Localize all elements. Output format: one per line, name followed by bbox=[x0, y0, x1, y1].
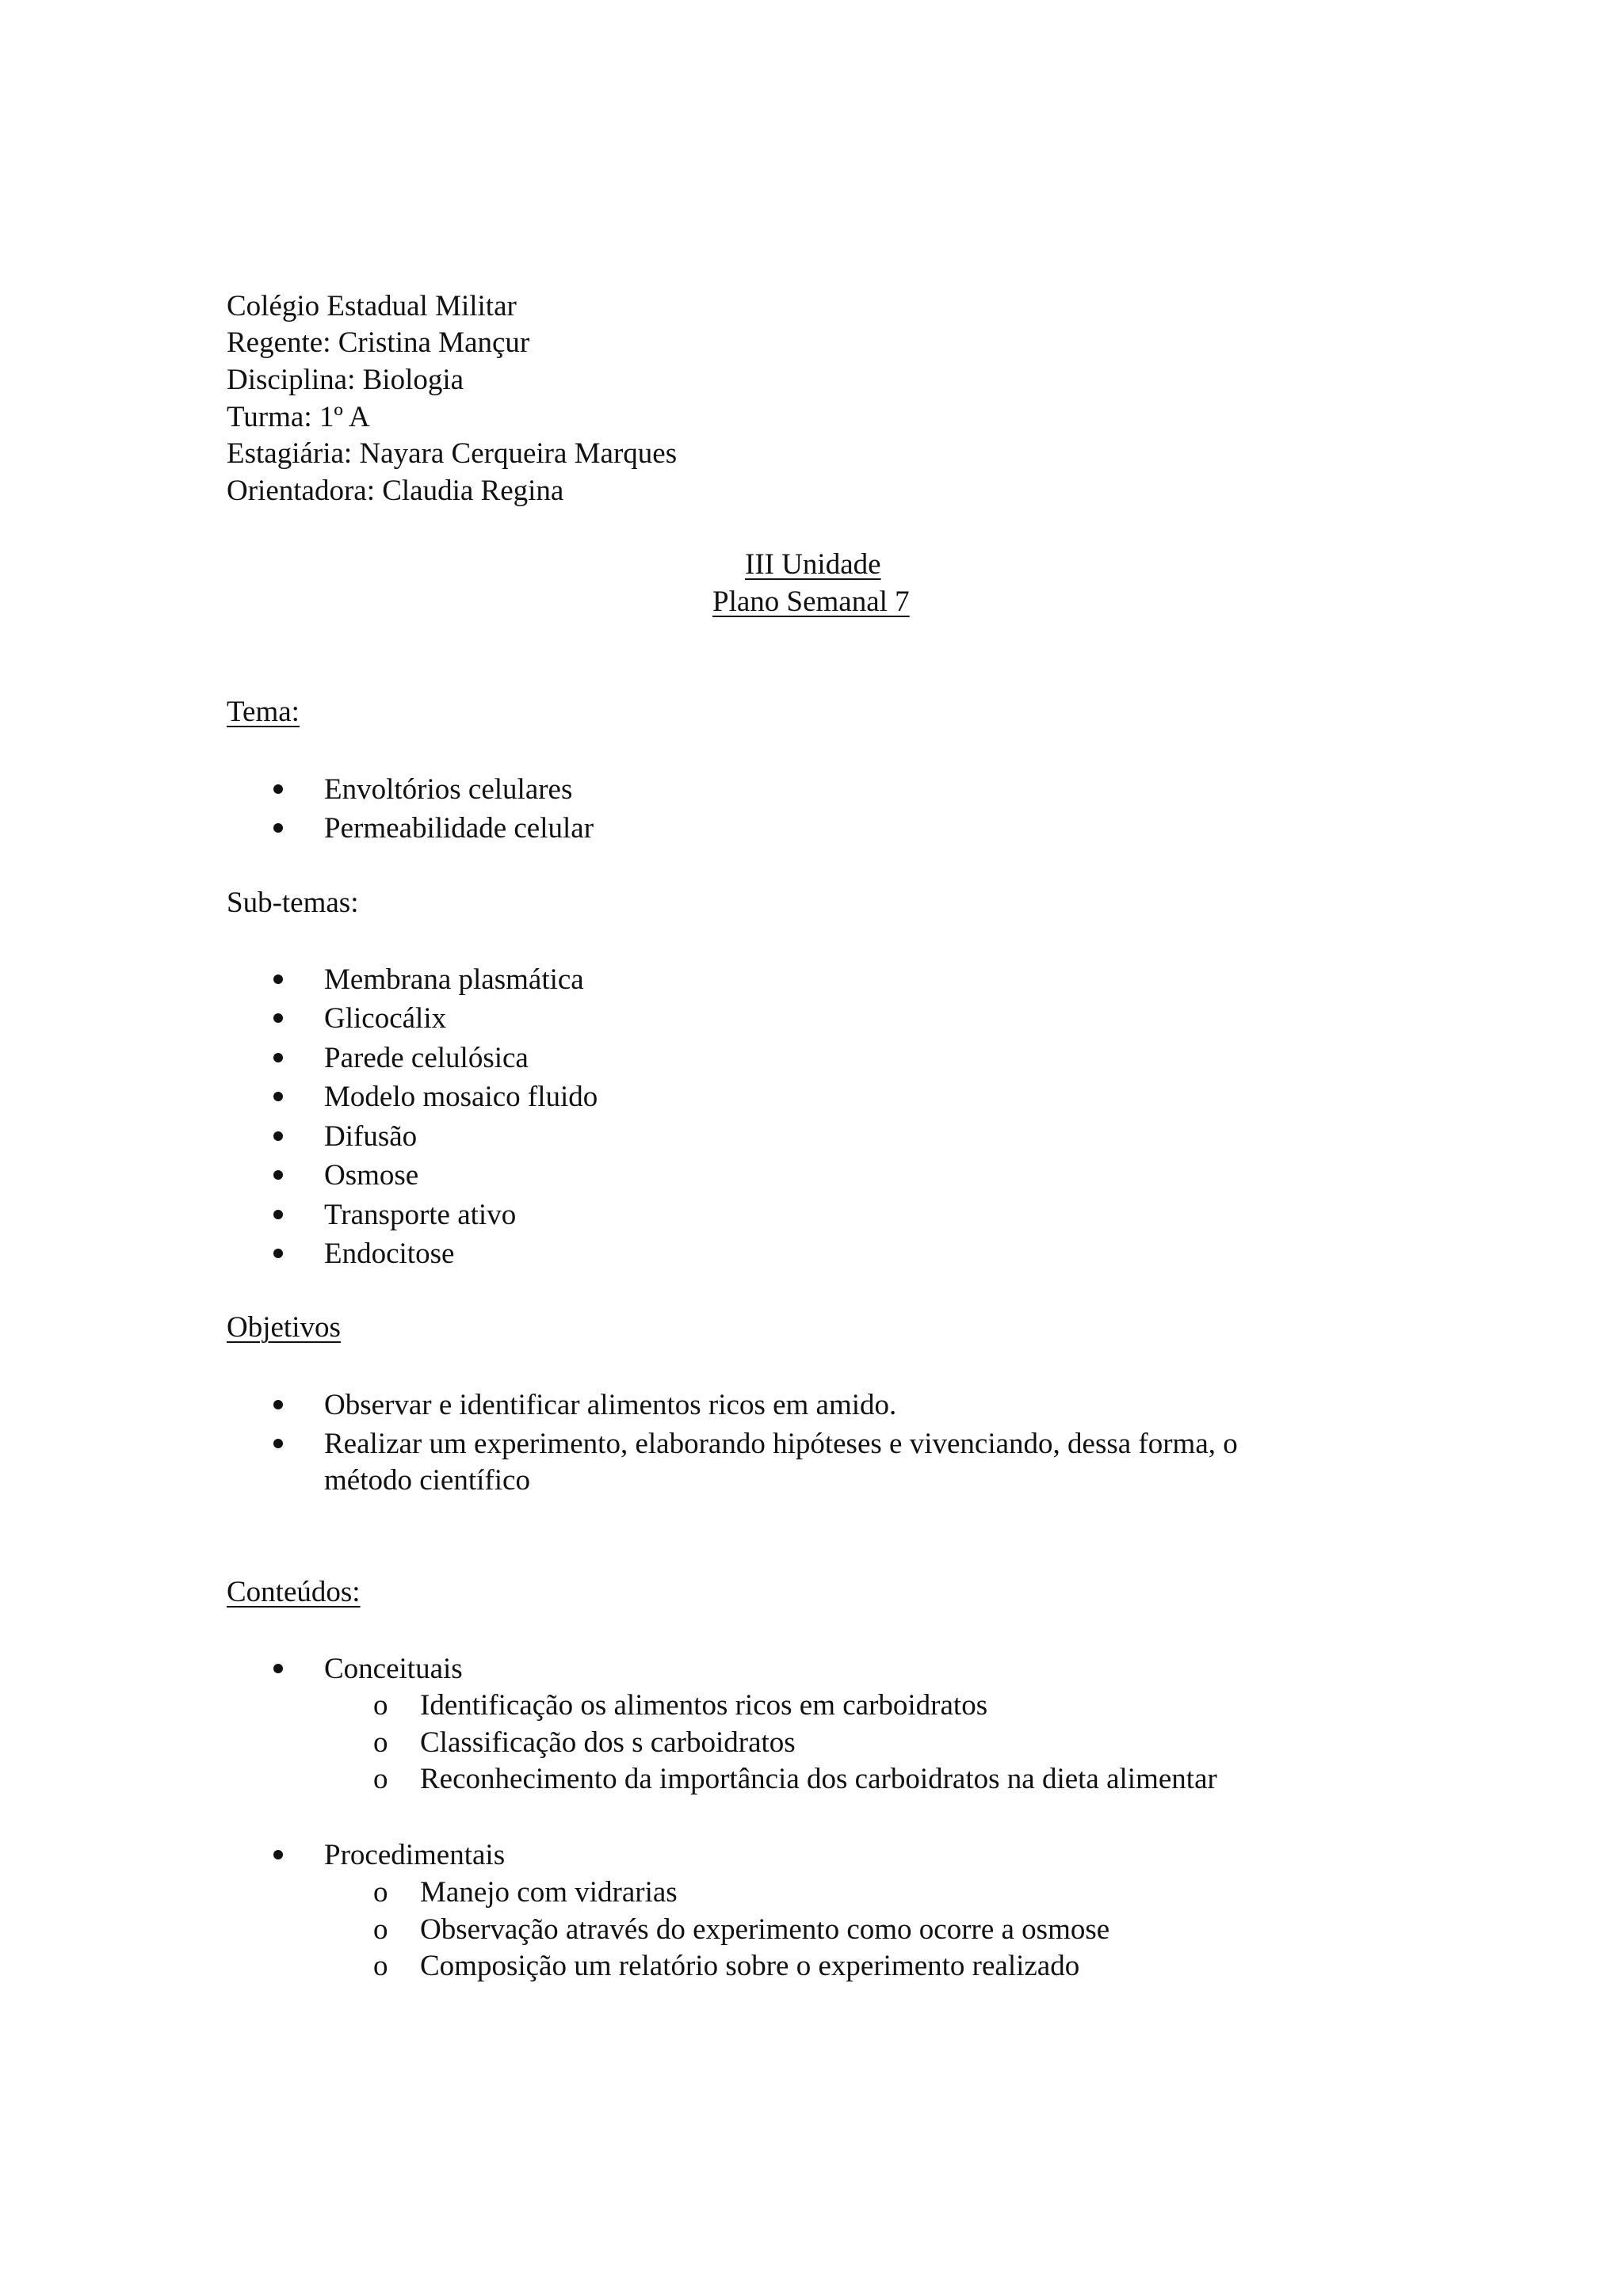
bullet-icon bbox=[273, 1400, 283, 1409]
subtema-item: Modelo mosaico fluido bbox=[324, 1081, 598, 1113]
objetivo-item-continuation: método científico bbox=[324, 1464, 530, 1497]
objetivo-item: Observar e identificar alimentos ricos em amido. bbox=[324, 1389, 897, 1421]
subtema-item: Osmose bbox=[324, 1159, 419, 1192]
circle-bullet-icon: o bbox=[373, 1763, 388, 1795]
bullet-icon bbox=[273, 784, 283, 794]
plan-title: Plano Semanal 7 bbox=[712, 585, 910, 618]
subtemas-heading: Sub-temas: bbox=[227, 887, 359, 919]
objetivo-item: Realizar um experimento, elaborando hipóteses e vivenciando, dessa forma, o bbox=[324, 1428, 1238, 1460]
circle-bullet-icon: o bbox=[373, 1726, 388, 1759]
conteudos-heading: Conteúdos: bbox=[227, 1576, 361, 1608]
objetivos-heading: Objetivos bbox=[227, 1311, 341, 1344]
subtema-item: Membrana plasmática bbox=[324, 963, 584, 996]
tema-item: Permeabilidade celular bbox=[324, 812, 594, 845]
circle-bullet-icon: o bbox=[373, 1876, 388, 1909]
bullet-icon bbox=[273, 823, 283, 833]
tema-item: Envoltórios celulares bbox=[324, 773, 573, 806]
bullet-icon bbox=[273, 1850, 283, 1859]
bullet-icon bbox=[273, 1210, 283, 1219]
bullet-icon bbox=[273, 1664, 283, 1673]
unit-title: III Unidade bbox=[745, 548, 881, 581]
circle-bullet-icon: o bbox=[373, 1950, 388, 1982]
bullet-icon bbox=[273, 1170, 283, 1180]
conteudo-item: Reconhecimento da importância dos carboidratos na dieta alimentar bbox=[420, 1763, 1217, 1795]
conteudo-item: Manejo com vidrarias bbox=[420, 1876, 678, 1909]
bullet-icon bbox=[273, 1092, 283, 1101]
circle-bullet-icon: o bbox=[373, 1689, 388, 1722]
subtema-item: Transporte ativo bbox=[324, 1199, 517, 1231]
conteudo-group-label: Procedimentais bbox=[324, 1839, 506, 1871]
bullet-icon bbox=[273, 974, 283, 984]
bullet-icon bbox=[273, 1013, 283, 1023]
school-name: Colégio Estadual Militar bbox=[227, 290, 517, 322]
conteudo-item: Classificação dos s carboidratos bbox=[420, 1726, 796, 1759]
subtema-item: Endocitose bbox=[324, 1238, 455, 1270]
conteudo-item: Identificação os alimentos ricos em carboidratos bbox=[420, 1689, 988, 1722]
subtema-item: Parede celulósica bbox=[324, 1042, 529, 1074]
bullet-icon bbox=[273, 1131, 283, 1141]
subtema-item: Difusão bbox=[324, 1120, 418, 1153]
circle-bullet-icon: o bbox=[373, 1913, 388, 1946]
bullet-icon bbox=[273, 1249, 283, 1258]
estagiaria-line: Estagiária: Nayara Cerqueira Marques bbox=[227, 437, 678, 470]
bullet-icon bbox=[273, 1439, 283, 1448]
conteudo-item: Composição um relatório sobre o experimento realizado bbox=[420, 1950, 1080, 1982]
tema-heading: Tema: bbox=[227, 696, 300, 728]
subtema-item: Glicocálix bbox=[324, 1002, 447, 1035]
bullet-icon bbox=[273, 1053, 283, 1062]
turma-line: Turma: 1º A bbox=[227, 401, 370, 433]
orientadora-line: Orientadora: Claudia Regina bbox=[227, 475, 564, 507]
disciplina-line: Disciplina: Biologia bbox=[227, 364, 464, 396]
conteudo-item: Observação através do experimento como ocorre a osmose bbox=[420, 1913, 1110, 1946]
conteudo-group-label: Conceituais bbox=[324, 1653, 463, 1685]
regente-line: Regente: Cristina Mançur bbox=[227, 326, 530, 359]
